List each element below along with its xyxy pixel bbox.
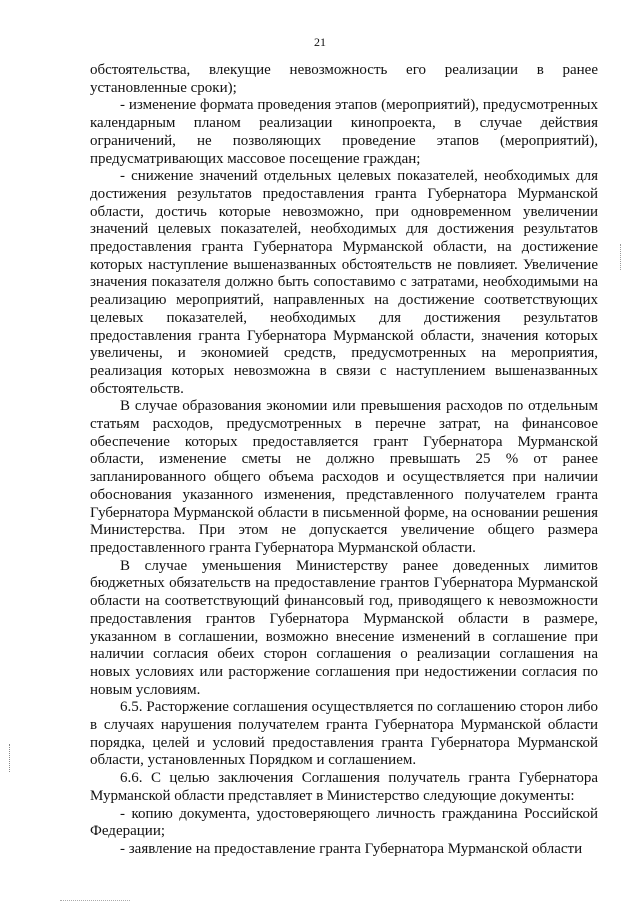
paragraph-5: В случае уменьшения Министерству ранее доведенных лимитов бюджетных обязательств на предоставление грантов Губернатора Мурманской области на соответствующий финансовый год, приводящего к невозможности предоставления грантов Губернатора Мурманской области в размере, указанном в соглашении, возможно внесение изменений в соглашение при наличии согласия обеих сторон соглашения о реализации соглашения на новых условиях или расторжение соглашения при недостижении согласия по новым условиям. [90,557,598,698]
paragraph-4: В случае образования экономии или превышения расходов по отдельным статьям расходов, предусмотренных в перечне затрат, на финансовое обеспечение которых предоставляется грант Губернатора Мурманской области, изменение сметы не должно превышать 25 % от ранее запланированного общего объема расходов и осуществляется при наличии обоснования указанного изменения, представленного получателем гранта Губернатора Мурманской области в письменной форме, на основании решения Министерства. При этом не допускается увеличение общего размера предоставленного гранта Губернатора Мурманской области. [90,398,598,556]
paragraph-9: - заявление на предоставление гранта Губернатора Мурманской области [120,840,583,857]
scan-margin-mark-right [620,244,622,270]
paragraph-8: - копию документа, удостоверяющего личность гражданина Российской Федерации; [90,805,598,840]
paragraph-1: обстоятельства, влекущие невозможность его реализации в ранее установленные сроки); [90,62,598,96]
scan-margin-mark-left [9,744,11,772]
paragraph-7: 6.6. С целью заключения Соглашения получатель гранта Губернатора Мурманской области представляет в Министерство следующие документы: [90,770,598,804]
page-number: 21 [314,35,326,49]
document-body [90,62,598,859]
paragraph-3: - снижение значений отдельных целевых показателей, необходимых для достижения результатов предоставления гранта Губернатора Мурманской области, достичь которые невозможно, при одновременном увеличении значений целевых показателей, необходимых для достижения результатов предоставления гранта Губернатора Мурманской области, на достижение которых наступление вышеназванных обстоятельств не повлияет. Увеличение значения показателя должно быть сопоставимо с затратами, необходимыми на реализацию мероприятий, направленных на достижение соответствующих целевых показателей, необходимых для достижения результатов предоставления гранта Губернатора Мурманской области, значения которых увеличены, и экономией средств, предусмотренных на мероприятия, реализация которых невозможна в связи с наступлением вышеназванных обстоятельств. [90,168,598,397]
scan-footer-mark [60,900,130,901]
paragraph-6: 6.5. Расторжение соглашения осуществляется по соглашению сторон либо в случаях нарушения получателем гранта Губернатора Мурманской области порядка, целей и условий предоставления гранта Губернатора Мурманской области, установленных Порядком и соглашением. [90,699,598,769]
paragraph-2: - изменение формата проведения этапов (мероприятий), предусмотренных календарным планом реализации кинопроекта, в случае действия ограничений, не позволяющих проведение этапов (мероприятий), предусматривающих массовое посещение граждан; [90,97,598,167]
